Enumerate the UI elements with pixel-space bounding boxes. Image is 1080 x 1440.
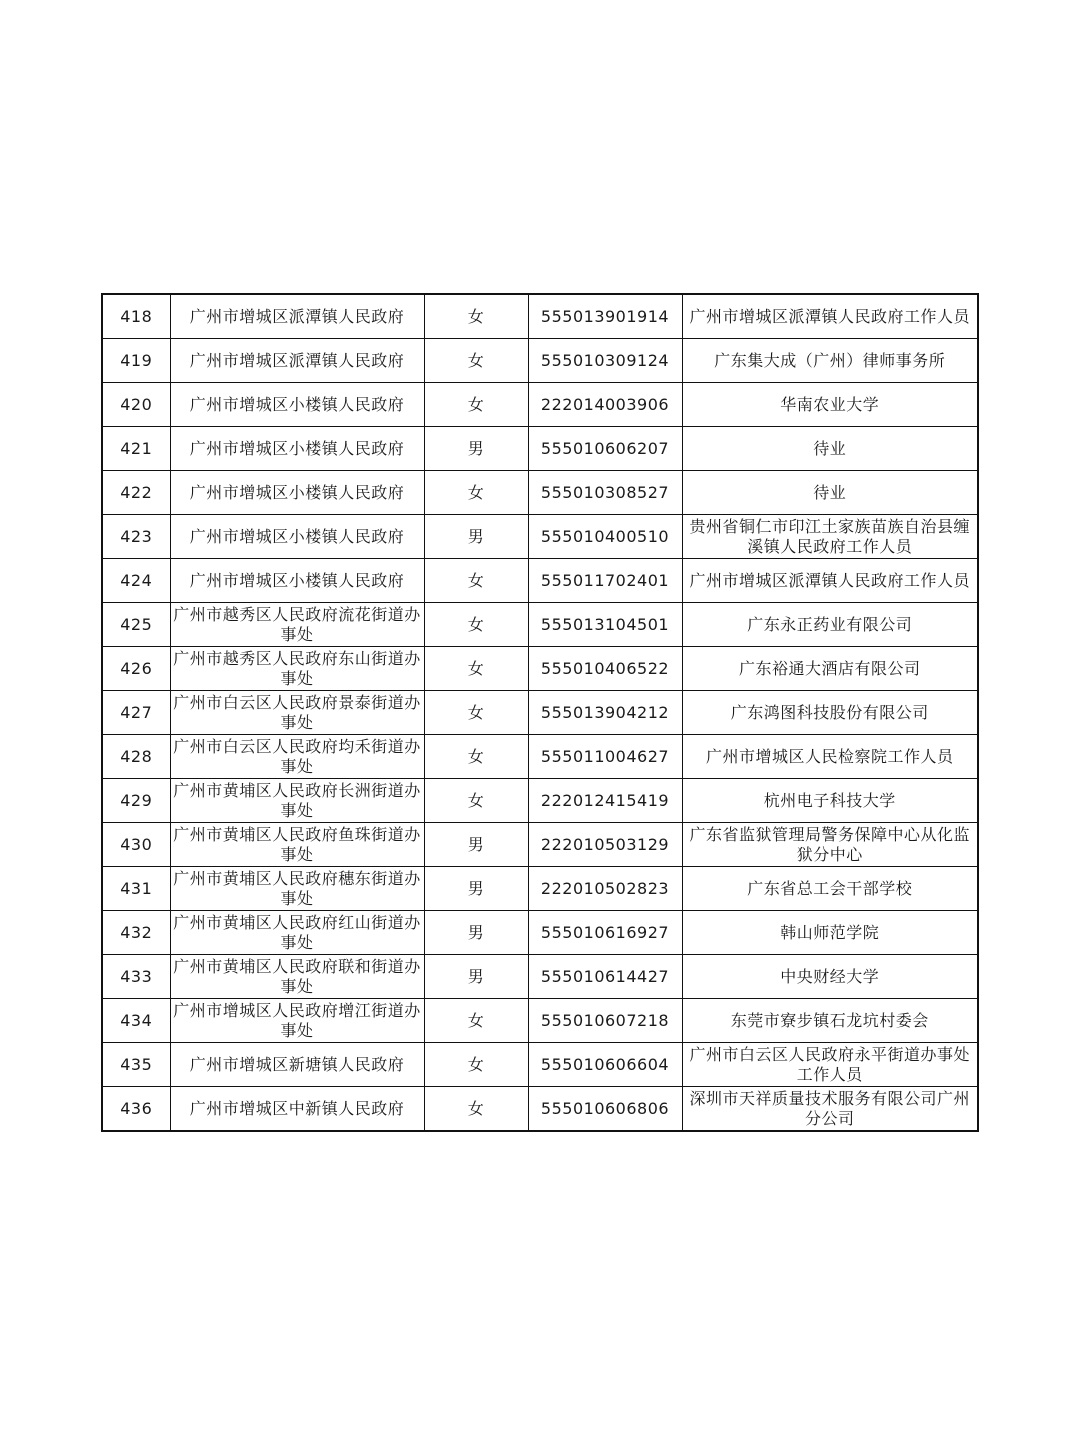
row-number: 422 xyxy=(102,471,170,515)
table-row xyxy=(102,603,978,647)
row-number: 433 xyxy=(102,955,170,999)
row-number: 430 xyxy=(102,823,170,867)
row-number: 423 xyxy=(102,515,170,559)
gender: 男 xyxy=(424,823,528,867)
exam-number: 555013904212 xyxy=(528,691,682,735)
gender: 男 xyxy=(424,427,528,471)
table-row xyxy=(102,471,978,515)
gender: 女 xyxy=(424,559,528,603)
gender: 女 xyxy=(424,294,528,339)
table-row xyxy=(102,383,978,427)
gender: 男 xyxy=(424,955,528,999)
table-body xyxy=(102,294,978,1131)
exam-number: 555010607218 xyxy=(528,999,682,1043)
exam-number: 555011702401 xyxy=(528,559,682,603)
table-row xyxy=(102,1087,978,1132)
hiring-unit: 广州市增城区新塘镇人民政府 xyxy=(170,1043,424,1087)
current-workplace: 华南农业大学 xyxy=(682,383,978,427)
exam-number: 222010502823 xyxy=(528,867,682,911)
hiring-unit: 广州市增城区人民政府增江街道办事处 xyxy=(170,999,424,1043)
table-row xyxy=(102,779,978,823)
hiring-unit: 广州市黄埔区人民政府鱼珠街道办事处 xyxy=(170,823,424,867)
row-number: 419 xyxy=(102,339,170,383)
row-number: 425 xyxy=(102,603,170,647)
table-row xyxy=(102,647,978,691)
gender: 男 xyxy=(424,515,528,559)
current-workplace: 广东裕通大酒店有限公司 xyxy=(682,647,978,691)
current-workplace: 中央财经大学 xyxy=(682,955,978,999)
row-number: 432 xyxy=(102,911,170,955)
table-row xyxy=(102,427,978,471)
current-workplace: 广东省监狱管理局警务保障中心从化监狱分中心 xyxy=(682,823,978,867)
exam-number: 222012415419 xyxy=(528,779,682,823)
current-workplace: 广州市白云区人民政府永平街道办事处工作人员 xyxy=(682,1043,978,1087)
table-row xyxy=(102,515,978,559)
gender: 女 xyxy=(424,735,528,779)
current-workplace: 贵州省铜仁市印江土家族苗族自治县缠溪镇人民政府工作人员 xyxy=(682,515,978,559)
row-number: 429 xyxy=(102,779,170,823)
gender: 女 xyxy=(424,339,528,383)
table-row xyxy=(102,867,978,911)
current-workplace: 杭州电子科技大学 xyxy=(682,779,978,823)
table-row xyxy=(102,294,978,339)
current-workplace: 深圳市天祥质量技术服务有限公司广州分公司 xyxy=(682,1087,978,1132)
table-row xyxy=(102,339,978,383)
hiring-unit: 广州市越秀区人民政府东山街道办事处 xyxy=(170,647,424,691)
table-row xyxy=(102,691,978,735)
row-number: 434 xyxy=(102,999,170,1043)
current-workplace: 广东永正药业有限公司 xyxy=(682,603,978,647)
hiring-unit: 广州市增城区小楼镇人民政府 xyxy=(170,559,424,603)
gender: 女 xyxy=(424,603,528,647)
gender: 女 xyxy=(424,383,528,427)
exam-number: 555013901914 xyxy=(528,294,682,339)
current-workplace: 广东集大成（广州）律师事务所 xyxy=(682,339,978,383)
hiring-unit: 广州市增城区小楼镇人民政府 xyxy=(170,471,424,515)
current-workplace: 东莞市寮步镇石龙坑村委会 xyxy=(682,999,978,1043)
exam-number: 555010406522 xyxy=(528,647,682,691)
gender: 女 xyxy=(424,691,528,735)
row-number: 431 xyxy=(102,867,170,911)
table-row xyxy=(102,1043,978,1087)
exam-number: 555010400510 xyxy=(528,515,682,559)
candidate-table xyxy=(101,293,979,1132)
row-number: 428 xyxy=(102,735,170,779)
gender: 女 xyxy=(424,647,528,691)
table-row xyxy=(102,911,978,955)
row-number: 427 xyxy=(102,691,170,735)
current-workplace: 待业 xyxy=(682,471,978,515)
exam-number: 555011004627 xyxy=(528,735,682,779)
hiring-unit: 广州市增城区小楼镇人民政府 xyxy=(170,515,424,559)
exam-number: 555010606806 xyxy=(528,1087,682,1132)
row-number: 420 xyxy=(102,383,170,427)
hiring-unit: 广州市增城区小楼镇人民政府 xyxy=(170,427,424,471)
gender: 女 xyxy=(424,471,528,515)
current-workplace: 广东鸿图科技股份有限公司 xyxy=(682,691,978,735)
row-number: 435 xyxy=(102,1043,170,1087)
gender: 女 xyxy=(424,1087,528,1132)
table-row xyxy=(102,559,978,603)
hiring-unit: 广州市黄埔区人民政府红山街道办事处 xyxy=(170,911,424,955)
row-number: 421 xyxy=(102,427,170,471)
exam-number: 222010503129 xyxy=(528,823,682,867)
hiring-unit: 广州市增城区小楼镇人民政府 xyxy=(170,383,424,427)
row-number: 436 xyxy=(102,1087,170,1132)
table-row xyxy=(102,999,978,1043)
hiring-unit: 广州市白云区人民政府均禾街道办事处 xyxy=(170,735,424,779)
exam-number: 555010614427 xyxy=(528,955,682,999)
hiring-unit: 广州市黄埔区人民政府联和街道办事处 xyxy=(170,955,424,999)
exam-number: 555010616927 xyxy=(528,911,682,955)
hiring-unit: 广州市增城区派潭镇人民政府 xyxy=(170,294,424,339)
hiring-unit: 广州市黄埔区人民政府长洲街道办事处 xyxy=(170,779,424,823)
table-row xyxy=(102,735,978,779)
gender: 女 xyxy=(424,779,528,823)
hiring-unit: 广州市增城区中新镇人民政府 xyxy=(170,1087,424,1132)
gender: 男 xyxy=(424,911,528,955)
current-workplace: 广州市增城区人民检察院工作人员 xyxy=(682,735,978,779)
gender: 女 xyxy=(424,1043,528,1087)
hiring-unit: 广州市越秀区人民政府流花街道办事处 xyxy=(170,603,424,647)
hiring-unit: 广州市增城区派潭镇人民政府 xyxy=(170,339,424,383)
row-number: 418 xyxy=(102,294,170,339)
row-number: 426 xyxy=(102,647,170,691)
exam-number: 222014003906 xyxy=(528,383,682,427)
exam-number: 555010309124 xyxy=(528,339,682,383)
current-workplace: 广东省总工会干部学校 xyxy=(682,867,978,911)
gender: 女 xyxy=(424,999,528,1043)
current-workplace: 韩山师范学院 xyxy=(682,911,978,955)
hiring-unit: 广州市黄埔区人民政府穗东街道办事处 xyxy=(170,867,424,911)
table-row xyxy=(102,823,978,867)
exam-number: 555010606604 xyxy=(528,1043,682,1087)
current-workplace: 广州市增城区派潭镇人民政府工作人员 xyxy=(682,559,978,603)
hiring-unit: 广州市白云区人民政府景泰街道办事处 xyxy=(170,691,424,735)
table-row xyxy=(102,955,978,999)
current-workplace: 广州市增城区派潭镇人民政府工作人员 xyxy=(682,294,978,339)
exam-number: 555013104501 xyxy=(528,603,682,647)
current-workplace: 待业 xyxy=(682,427,978,471)
gender: 男 xyxy=(424,867,528,911)
row-number: 424 xyxy=(102,559,170,603)
exam-number: 555010606207 xyxy=(528,427,682,471)
exam-number: 555010308527 xyxy=(528,471,682,515)
